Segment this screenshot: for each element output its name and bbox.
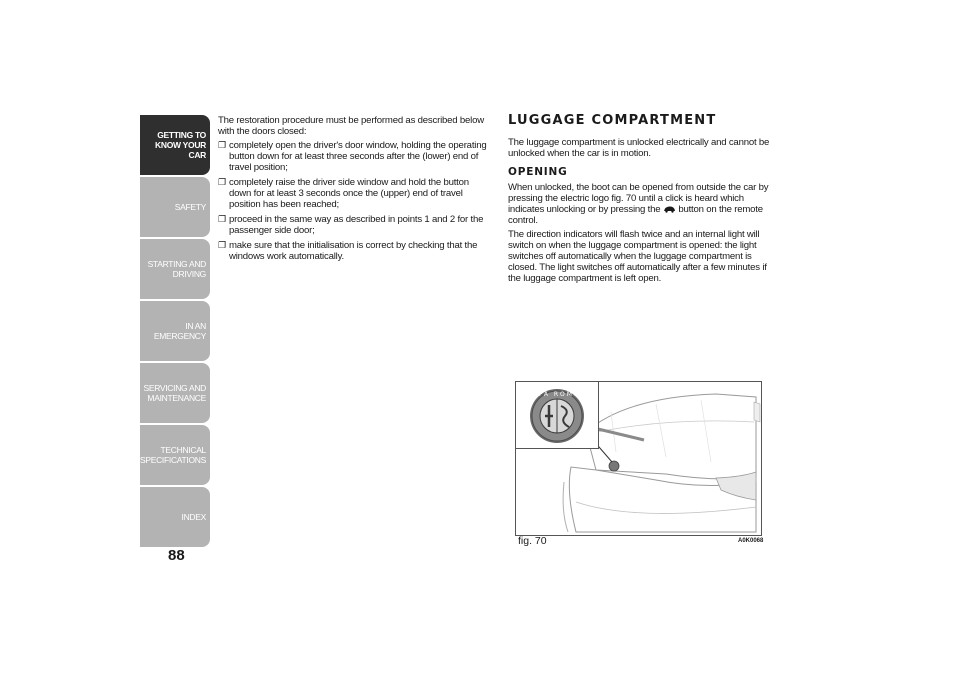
tab-getting-to-know-your-car[interactable]	[140, 115, 210, 175]
left-column	[218, 115, 490, 266]
tab-label: SAFETY	[174, 202, 206, 212]
figure-code: A0K0068	[738, 538, 764, 544]
alfa-romeo-logo-icon	[516, 382, 598, 448]
figure-boot-logo	[515, 381, 762, 536]
opening-text-start: When unlocked, the boot can be opened from outside the car by pressing the electric logo fig. 70 until a click is heard which indicates unlocking or by pressing the	[508, 182, 769, 215]
tab-starting-and-driving[interactable]	[140, 239, 210, 299]
intro-paragraph: The restoration procedure must be performed as described below with the doors closed:	[218, 115, 484, 137]
list-item-text: make sure that the initialisation is correct by checking that the windows work automatically.	[229, 240, 478, 262]
checkbox-bullet-icon: ❐	[218, 214, 226, 224]
list-item	[218, 240, 490, 262]
list-item	[218, 140, 490, 173]
tab-label: STARTING AND DRIVING	[147, 259, 206, 279]
list-item-text: completely open the driver's door window, holding the operating button down for at least three seconds after the (lower) end of travel position;	[229, 140, 487, 173]
section-heading: LUGGAGE COMPARTMENT	[508, 113, 717, 128]
tab-label: GETTING TO KNOW YOUR CAR	[155, 130, 206, 160]
indicators-paragraph: The direction indicators will flash twice and an internal light will switch on when the luggage compartment is opened: the light switches off automatically when the luggage compartment is closed. The light switches off automatically after a few minutes if the luggage compartment is left open.	[508, 229, 767, 284]
tab-index[interactable]	[140, 487, 210, 547]
checkbox-bullet-icon: ❐	[218, 240, 226, 250]
tab-safety[interactable]	[140, 177, 210, 237]
opening-paragraph	[508, 182, 780, 226]
opening-text-end: button on the remote control.	[508, 204, 763, 226]
subsection-heading: OPENING	[508, 166, 568, 178]
checkbox-bullet-icon: ❐	[218, 140, 226, 150]
tab-label: TECHNICAL SPECIFICATIONS	[139, 445, 206, 465]
tab-servicing-and-maintenance[interactable]	[140, 363, 210, 423]
logo-inset	[516, 382, 599, 449]
page-number: 88	[168, 547, 185, 564]
right-column	[508, 115, 780, 287]
list-item	[218, 214, 490, 236]
tab-technical-specifications[interactable]	[140, 425, 210, 485]
list-item-text: completely raise the driver side window and hold the button down for at least 3 seconds once the (upper) end of travel position has been reached;	[229, 177, 469, 210]
logo-text: ALFA ROMEO	[527, 391, 587, 398]
list-item	[218, 177, 490, 210]
tab-label: IN AN EMERGENCY	[153, 321, 206, 341]
list-item-text: proceed in the same way as described in points 1 and 2 for the passenger side door;	[229, 214, 484, 236]
figure-caption: fig. 70	[518, 535, 547, 547]
section-intro: The luggage compartment is unlocked electrically and cannot be unlocked when the car is in motion.	[508, 137, 770, 159]
tab-in-an-emergency[interactable]	[140, 301, 210, 361]
tab-label: SERVICING AND MAINTENANCE	[143, 383, 206, 403]
tab-label: INDEX	[181, 512, 206, 522]
checkbox-bullet-icon: ❐	[218, 177, 226, 187]
car-remote-icon	[663, 205, 676, 213]
